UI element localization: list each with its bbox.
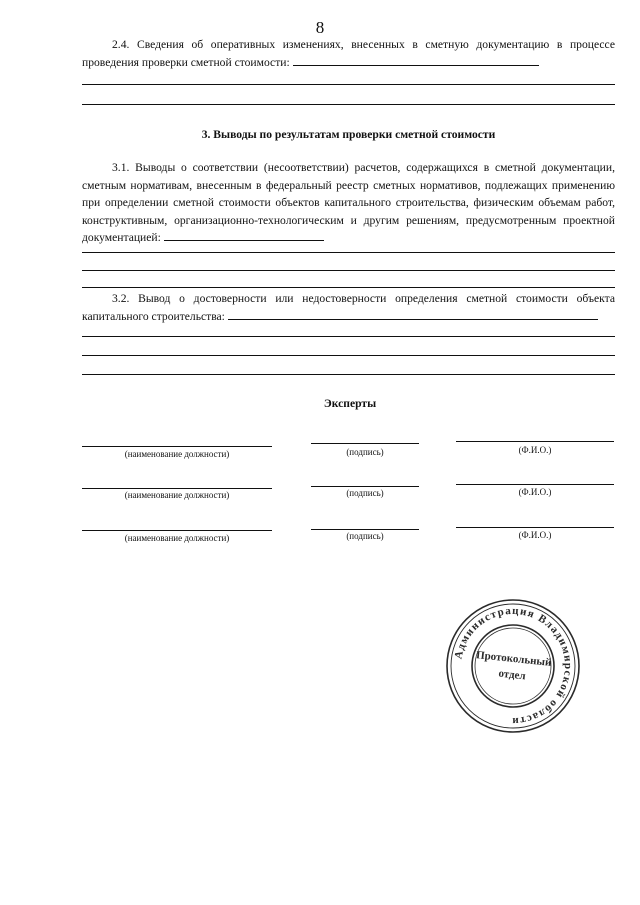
position-line — [82, 446, 272, 447]
stamp-center-line1: Протокольный — [475, 649, 552, 669]
name-caption: (Ф.И.О.) — [518, 487, 552, 497]
page-number: 8 — [315, 18, 325, 37]
signature-line — [311, 529, 419, 530]
name-line — [456, 527, 614, 528]
fill-line — [164, 240, 324, 241]
section-3-2-text: 3.2. Вывод о достоверности или недостоверности определения сметной стоимости объекта капитального строительства: — [82, 292, 615, 323]
signature-line — [311, 443, 419, 444]
blank-line — [82, 355, 615, 356]
section-3-2-paragraph — [82, 290, 615, 325]
blank-line — [82, 287, 615, 288]
section-2-4-text: 2.4. Сведения об оперативных изменениях, внесенных в сметную документацию в процессе проведения проверки сметной стоимости: — [82, 38, 615, 69]
stamp-center-line2: отдел — [497, 667, 527, 683]
position-line — [82, 530, 272, 531]
official-stamp — [443, 596, 583, 736]
name-line — [456, 484, 614, 485]
signature-caption: (подпись) — [346, 447, 384, 457]
blank-line — [82, 336, 615, 337]
position-caption: (наименование должности) — [124, 490, 230, 500]
stamp-rings — [447, 600, 579, 732]
name-caption: (Ф.И.О.) — [518, 530, 552, 540]
blank-line — [82, 104, 615, 105]
name-line — [456, 441, 614, 442]
blank-line — [82, 252, 615, 253]
signature-caption: (подпись) — [346, 531, 384, 541]
position-caption: (наименование должности) — [124, 449, 230, 459]
section-3-1-paragraph — [82, 159, 615, 247]
position-line — [82, 488, 272, 489]
experts-heading: Эксперты — [323, 397, 377, 410]
fill-line — [228, 319, 598, 320]
section-3-heading: 3. Выводы по результатам проверки сметной стоимости — [201, 128, 496, 141]
blank-line — [82, 84, 615, 85]
signature-caption: (подпись) — [346, 488, 384, 498]
stamp-ring-text: Администрация Владимирской области — [452, 604, 575, 728]
signature-line — [311, 486, 419, 487]
fill-line — [293, 65, 539, 66]
section-2-4-paragraph — [82, 36, 615, 71]
position-caption: (наименование должности) — [124, 533, 230, 543]
blank-line — [82, 374, 615, 375]
name-caption: (Ф.И.О.) — [518, 445, 552, 455]
blank-line — [82, 270, 615, 271]
section-3-1-text: 3.1. Выводы о соответствии (несоответствии) расчетов, содержащихся в сметной документации, сметным нормативам, внесенным в федеральный реестр сметных нормативов, подлежащих применению при определении сметной стоимости объектов капитального строительства, физическим объемам работ, конструктивным, организационно-технологическим и другим решениям, предусмотренным проектной документацией: — [82, 161, 615, 244]
